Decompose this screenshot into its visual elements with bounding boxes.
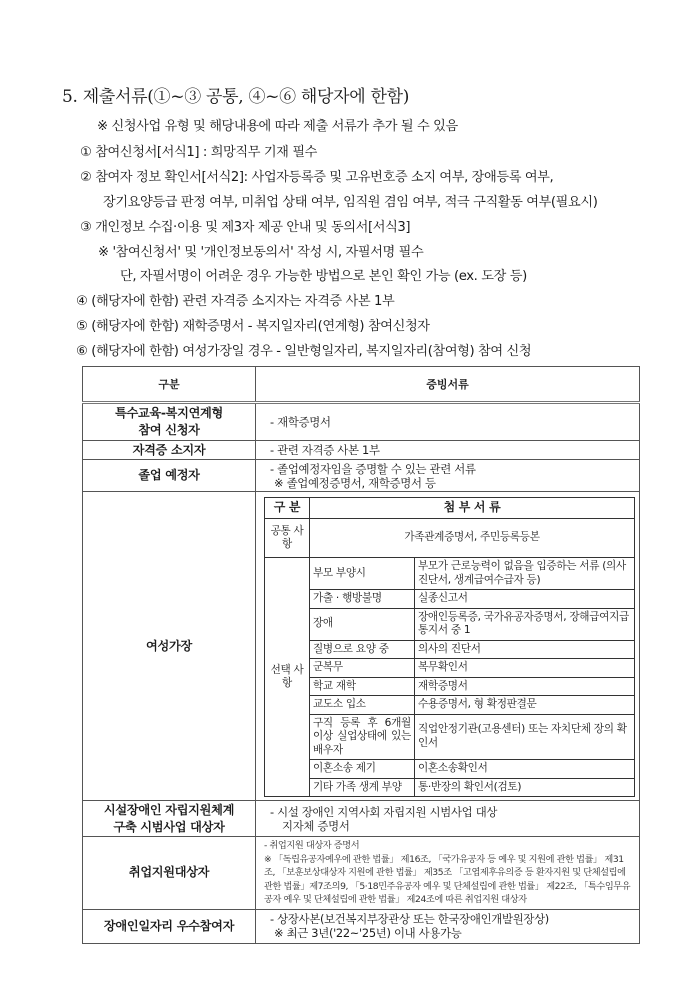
row-docs: - 재학증명서	[256, 403, 640, 441]
common-docs: 가족관계증명서, 주민등록등본	[310, 519, 635, 558]
optional-row: 가출 · 행방불명 실종신고서	[265, 590, 635, 609]
optional-row: 교도소 입소 수용증명서, 형 확정판결문	[265, 696, 635, 715]
table-row	[83, 801, 640, 837]
doc-item-3-note-cont: 단, 자필서명이 어려운 경우 가능한 방법으로 본인 확인 가능 (ex. 도장 등)	[120, 269, 527, 284]
row-label: 자격증 소지자	[83, 441, 256, 460]
table-header-row	[83, 367, 640, 403]
inner-header-docs: 첨 부 서 류	[310, 498, 635, 519]
optional-row: 이혼소송 제기 이혼소송확인서	[265, 760, 635, 779]
row-docs: - 취업지원 대상자 증명서 ※ 「독립유공자예우에 관한 법률」 제16조, 「국가유공자 등 예우 및 지원에 관한 법률」 제31조, 「보훈보상대상자 지원에 관한 법률」 제35조 「고엽제후유의증 등 환자지원 및 단체설립에 관한 법률」제7조의9, 「5·18민주유공자 예우 및 단체설립에 관한 법률」 제22조, 「특수임무유공자 예우 및 단체설립에 관한 법률」 제24조에 따른 취업지원 대상자	[256, 837, 640, 910]
table-row	[83, 492, 640, 801]
doc-item-2-cont: 장기요양등급 판정 여부, 미취업 상태 여부, 임직원 겸임 여부, 적극 구직활동 여부(필요시)	[103, 195, 598, 210]
row-label: 특수교육-복지연계형 참여 신청자	[83, 403, 256, 441]
doc-item-3-note: ※ '참여신청서' 및 '개인정보동의서' 작성 시, 자필서명 필수	[98, 245, 424, 260]
doc-item-1: ① 참여신청서[서식1] : 희망직무 기재 필수	[80, 145, 317, 160]
table-row	[83, 837, 640, 910]
row-docs: - 상장사본(보건복지부장관상 또는 한국장애인개발원장상) ※ 최근 3년('22~'25년) 이내 사용가능	[256, 909, 640, 943]
evidence-documents-table	[82, 366, 640, 944]
optional-row: 구직 등록 후 6개월 이상 실업상태에 있는 배우자 직업안정기관(고용센터) 또는 자치단체 장의 확인서	[265, 714, 635, 760]
header-documents: 증빙서류	[256, 367, 640, 403]
doc-item-5: ⑤ (해당자에 한함) 재학증명서 - 복지일자리(연계형) 참여신청자	[76, 319, 430, 334]
row-label: 졸업 예정자	[83, 460, 256, 492]
doc-item-4: ④ (해당자에 한함) 관련 자격증 소지자는 자격증 사본 1부	[76, 294, 395, 309]
row-label: 시설장애인 자립지원체계 구축 시범사업 대상자	[83, 801, 256, 837]
optional-row: 기타 가족 생계 부양 통·반장의 확인서(검토)	[265, 778, 635, 797]
row-docs-inner-table	[256, 492, 640, 801]
optional-row: 선택 사항 부모 부양시 부모가 근로능력이 없음을 입증하는 서류 (의사진단서, 생계급여수급자 등)	[265, 558, 635, 590]
doc-item-2: ② 참여자 정보 확인서[서식2]: 사업자등록증 및 고유번호증 소지 여부, 장애등록 여부,	[80, 170, 554, 185]
table-row	[83, 441, 640, 460]
header-category: 구분	[83, 367, 256, 403]
female-householder-table	[264, 497, 635, 797]
row-docs: - 관련 자격증 사본 1부	[256, 441, 640, 460]
optional-row: 장애 장애인등록증, 국가유공자증명서, 장해급여지급통지서 중 1	[265, 608, 635, 640]
table-row	[83, 460, 640, 492]
section-title: 5. 제출서류(①~③ 공통, ④~⑥ 해당자에 한함)	[62, 87, 410, 107]
doc-item-6: ⑥ (해당자에 한함) 여성가장일 경우 - 일반형일자리, 복지일자리(참여형) 참여 신청	[76, 344, 532, 359]
optional-row: 군복무 복무확인서	[265, 659, 635, 678]
table-row	[83, 909, 640, 943]
row-docs: - 시설 장애인 지역사회 자립지원 시범사업 대상 지자체 증명서	[256, 801, 640, 837]
inner-header-category: 구 분	[265, 498, 310, 519]
common-label: 공통 사항	[265, 519, 310, 558]
doc-item-3: ③ 개인정보 수집·이용 및 제3자 제공 안내 및 동의서[서식3]	[80, 220, 411, 235]
optional-label: 선택 사항	[265, 558, 310, 797]
optional-row: 질병으로 요양 중 의사의 진단서	[265, 640, 635, 659]
row-label: 여성가장	[83, 492, 256, 801]
row-label: 취업지원대상자	[83, 837, 256, 910]
table-row	[83, 403, 640, 441]
row-docs: - 졸업예정자임을 증명할 수 있는 관련 서류 ※ 졸업예정증명서, 재학증명서 등	[256, 460, 640, 492]
row-label: 장애인일자리 우수참여자	[83, 909, 256, 943]
optional-row: 학교 재학 재학증명서	[265, 677, 635, 696]
section-note: ※ 신청사업 유형 및 해당내용에 따라 제출 서류가 추가 될 수 있음	[97, 119, 458, 134]
